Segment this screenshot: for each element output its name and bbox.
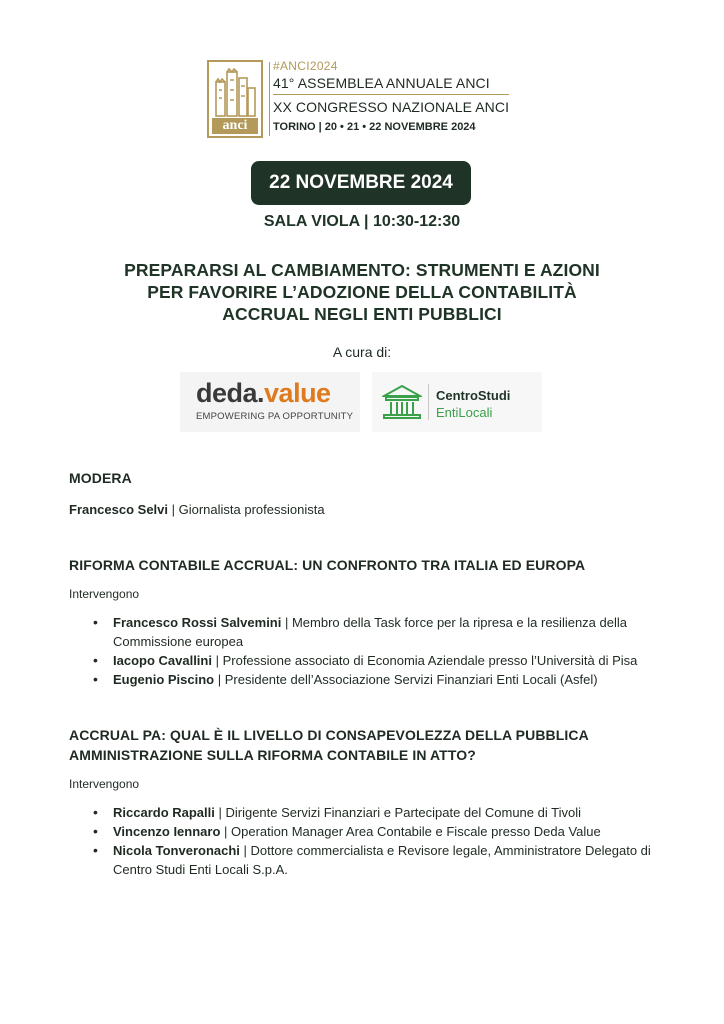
speaker-role: | Membro della Task force per la ripresa e la resilienza della Commissione europea <box>113 615 627 649</box>
speaker-name: Francesco Rossi Salvemini <box>113 615 282 630</box>
speaker-item <box>91 803 669 822</box>
hashtag: #ANCI2024 <box>273 59 338 73</box>
section-2-speakers <box>91 803 669 879</box>
anci-logo <box>207 60 263 138</box>
section-1-speakers <box>91 613 669 689</box>
session-title-line-3: ACCRUAL NEGLI ENTI PUBBLICI <box>222 304 502 324</box>
moderator-name: Francesco Selvi <box>69 502 168 517</box>
event-location-date: TORINO | 20 • 21 • 22 NOVEMBRE 2024 <box>273 121 476 133</box>
speaker-role: | Dirigente Servizi Finanziari e Partecipate del Comune di Tivoli <box>214 805 581 820</box>
room-time: SALA VIOLA | 10:30-12:30 <box>263 213 461 230</box>
centro-studi-logo <box>372 372 542 432</box>
moderator-role: | Giornalista professionista <box>168 502 325 517</box>
moderator <box>69 500 669 519</box>
anci-logo-word: anci <box>212 118 258 134</box>
deda-wordmark-accent: value <box>264 378 331 408</box>
section-2-heading <box>69 725 669 765</box>
date-badge: 22 NOVEMBRE 2024 <box>251 161 471 205</box>
deda-wordmark-main: deda. <box>196 378 265 408</box>
speaker-role: | Professione associato di Economia Aziendale presso l’Università di Pisa <box>211 653 638 668</box>
event-header <box>207 58 517 140</box>
speaker-role: | Dottore commercialista e Revisore legale, Amministratore Delegato di Centro Studi Enti Locali S.p.A. <box>113 843 651 877</box>
speaker-item <box>91 841 669 879</box>
building-columns-icon <box>382 384 422 420</box>
speaker-item <box>91 822 669 841</box>
speaker-item <box>91 613 669 651</box>
centro-studi-divider <box>428 384 429 420</box>
speaker-name: Eugenio Piscino <box>113 672 215 687</box>
speaker-name: Riccardo Rapalli <box>113 805 215 820</box>
session-title-line-2: PER FAVORIRE L’ADOZIONE DELLA CONTABILITÀ <box>147 282 577 302</box>
city-towers-icon <box>213 68 257 118</box>
header-text <box>273 58 523 135</box>
session-title <box>60 259 664 325</box>
curated-by-label: A cura di: <box>332 344 392 360</box>
session-title-line-1: PREPARARSI AL CAMBIAMENTO: STRUMENTI E AZIONI <box>124 260 600 280</box>
section-1-intervengono: Intervengono <box>69 587 140 601</box>
header-rule <box>273 94 509 95</box>
congress-title: XX CONGRESSO NAZIONALE ANCI <box>273 99 510 115</box>
header-divider <box>269 62 270 136</box>
speaker-role: | Operation Manager Area Contabile e Fiscale presso Deda Value <box>220 824 601 839</box>
section-2-intervengono: Intervengono <box>69 777 140 791</box>
deda-value-tagline: EMPOWERING PA OPPORTUNITY <box>196 411 354 422</box>
deda-value-logo <box>180 372 360 432</box>
speaker-item <box>91 670 669 689</box>
speaker-name: Vincenzo Iennaro <box>113 824 221 839</box>
section-1-heading: RIFORMA CONTABILE ACCRUAL: UN CONFRONTO TRA ITALIA ED EUROPA <box>69 557 586 573</box>
assembly-title: 41° ASSEMBLEA ANNUALE ANCI <box>273 75 490 91</box>
enti-locali-name: EntiLocali <box>436 405 493 420</box>
section-2-heading-line-2: AMMINISTRAZIONE SULLA RIFORMA CONTABILE IN ATTO? <box>69 747 476 763</box>
speaker-name: Nicola Tonveronachi <box>113 843 240 858</box>
speaker-name: Iacopo Cavallini <box>113 653 212 668</box>
speaker-item <box>91 651 669 670</box>
section-2-heading-line-1: ACCRUAL PA: QUAL È IL LIVELLO DI CONSAPEVOLEZZA DELLA PUBBLICA <box>69 727 589 743</box>
centro-studi-name: CentroStudi <box>436 388 511 403</box>
speaker-role: | Presidente dell’Associazione Servizi Finanziari Enti Locali (Asfel) <box>214 672 598 687</box>
modera-heading: MODERA <box>69 470 132 486</box>
deda-value-wordmark <box>196 378 331 409</box>
sponsor-logos <box>180 372 542 432</box>
program-content <box>69 468 669 879</box>
